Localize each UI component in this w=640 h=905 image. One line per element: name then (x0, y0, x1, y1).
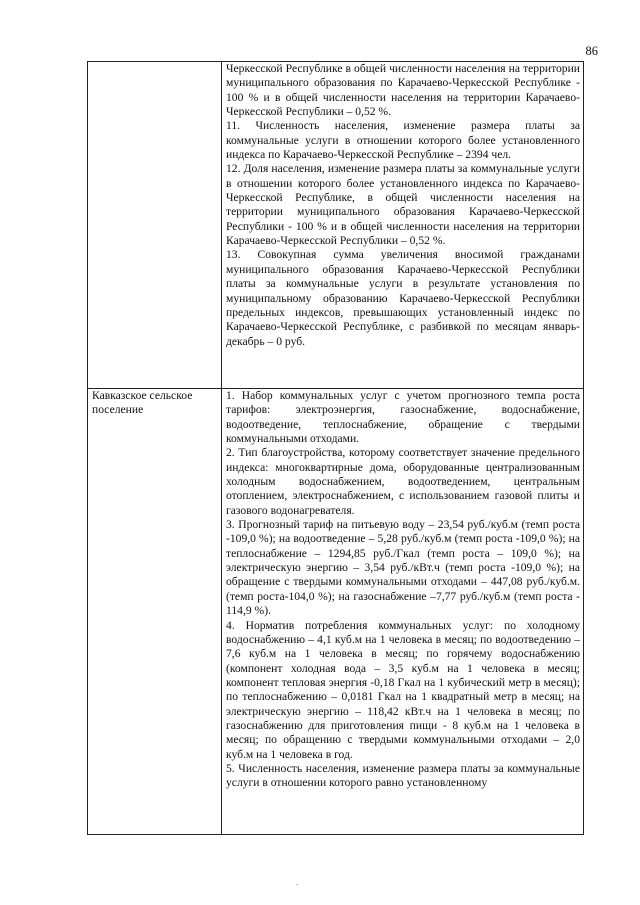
paragraph: 2. Тип благоустройства, которому соответствует значение предельного индекса: многоквартирные дома, оборудованные централизованным холодным водоснабжением, водоотведением, центральным отоплением, электроснабжением, с использованием газовой плиты и газового водонагревателя. (226, 446, 580, 517)
table-row (88, 389, 584, 835)
paragraph: 5. Численность населения, изменение размера платы за коммунальные услуги в отношении которого равно установленному (226, 761, 580, 790)
document-table (87, 61, 584, 835)
settlement-name-cell: Кавказское сельское поселение (88, 389, 222, 835)
scan-mark (296, 884, 298, 885)
table-row (88, 62, 584, 389)
page-number: 86 (585, 44, 598, 58)
paragraph: 1. Набор коммунальных услуг с учетом прогнозного темпа роста тарифов: электроэнергия, газоснабжение, водоснабжение, водоотведение, теплоснабжение, обращение с твердыми коммунальными отходами. (226, 389, 580, 446)
paragraph: 11. Численность населения, изменение размера платы за коммунальные услуги в отношении которого более установленного индекса по Карачаево-Черкесской Республике – 2394 чел. (226, 119, 580, 162)
indicators-cell (222, 62, 584, 389)
settlement-name-cell (88, 62, 222, 389)
indicators-cell (222, 389, 584, 835)
paragraph: 4. Норматив потребления коммунальных услуг: по холодному водоснабжению – 4,1 куб.м на 1 человека в месяц; по водоотведению – 7,6 куб.м на 1 человека в месяц; по горячему водоснабжению (компонент холодная вода – 3,5 куб.м на 1 человека в месяц; компонент тепловая энергия -0,18 Гкал на 1 кубический метр в месяц); по теплоснабжению – 0,0181 Гкал на 1 квадратный метр в месяц; на электрическую энергию – 118,42 кВт.ч на 1 человека в месяц; по газоснабжению для приготовления пищи - 8 куб.м на 1 человека в месяц; по обращению с твердыми коммунальными отходами – 2,0 куб.м на 1 человека в год. (226, 618, 580, 761)
paragraph: Черкесской Республике в общей численности населения на территории муниципального образования по Карачаево-Черкесской Республике - 100 % и в общей численности населения на территории Карачаево-Черкесской Республики – 0,52 %. (226, 62, 580, 119)
paragraph: 13. Совокупная сумма увеличения вносимой гражданами муниципального образования Карачаево-Черкесской Республики платы за коммунальные услуги в результате установления по муниципальному образованию Карачаево-Черкесской Республики предельных индексов, превышающих установленный индекс по Карачаево-Черкесской Республике, с разбивкой по месяцам январь-декабрь – 0 руб. (226, 248, 580, 348)
paragraph: 3. Прогнозный тариф на питьевую воду – 23,54 руб./куб.м (темп роста -109,0 %); на водоотведение – 5,28 руб./куб.м (темп роста -109,0 %); на теплоснабжение – 1294,85 руб./Гкал (темп роста – 109,0 %); на электрическую энергию – 3,54 руб./кВт.ч (темп роста -109,0 %); на обращение с твердыми коммунальными отходами – 447,08 руб./куб.м. (темп роста-104,0 %); на газоснабжение –7,77 руб./куб.м (темп роста - 114,9 %). (226, 518, 580, 618)
paragraph: 12. Доля населения, изменение размера платы за коммунальные услуги в отношении которого более установленного индекса по Карачаево-Черкесской Республике, в общей численности населения на территории муниципального образования Карачаево-Черкесской Республики - 100 % и в общей численности населения на территории Карачаево-Черкесской Республики – 0,52 %. (226, 162, 580, 248)
